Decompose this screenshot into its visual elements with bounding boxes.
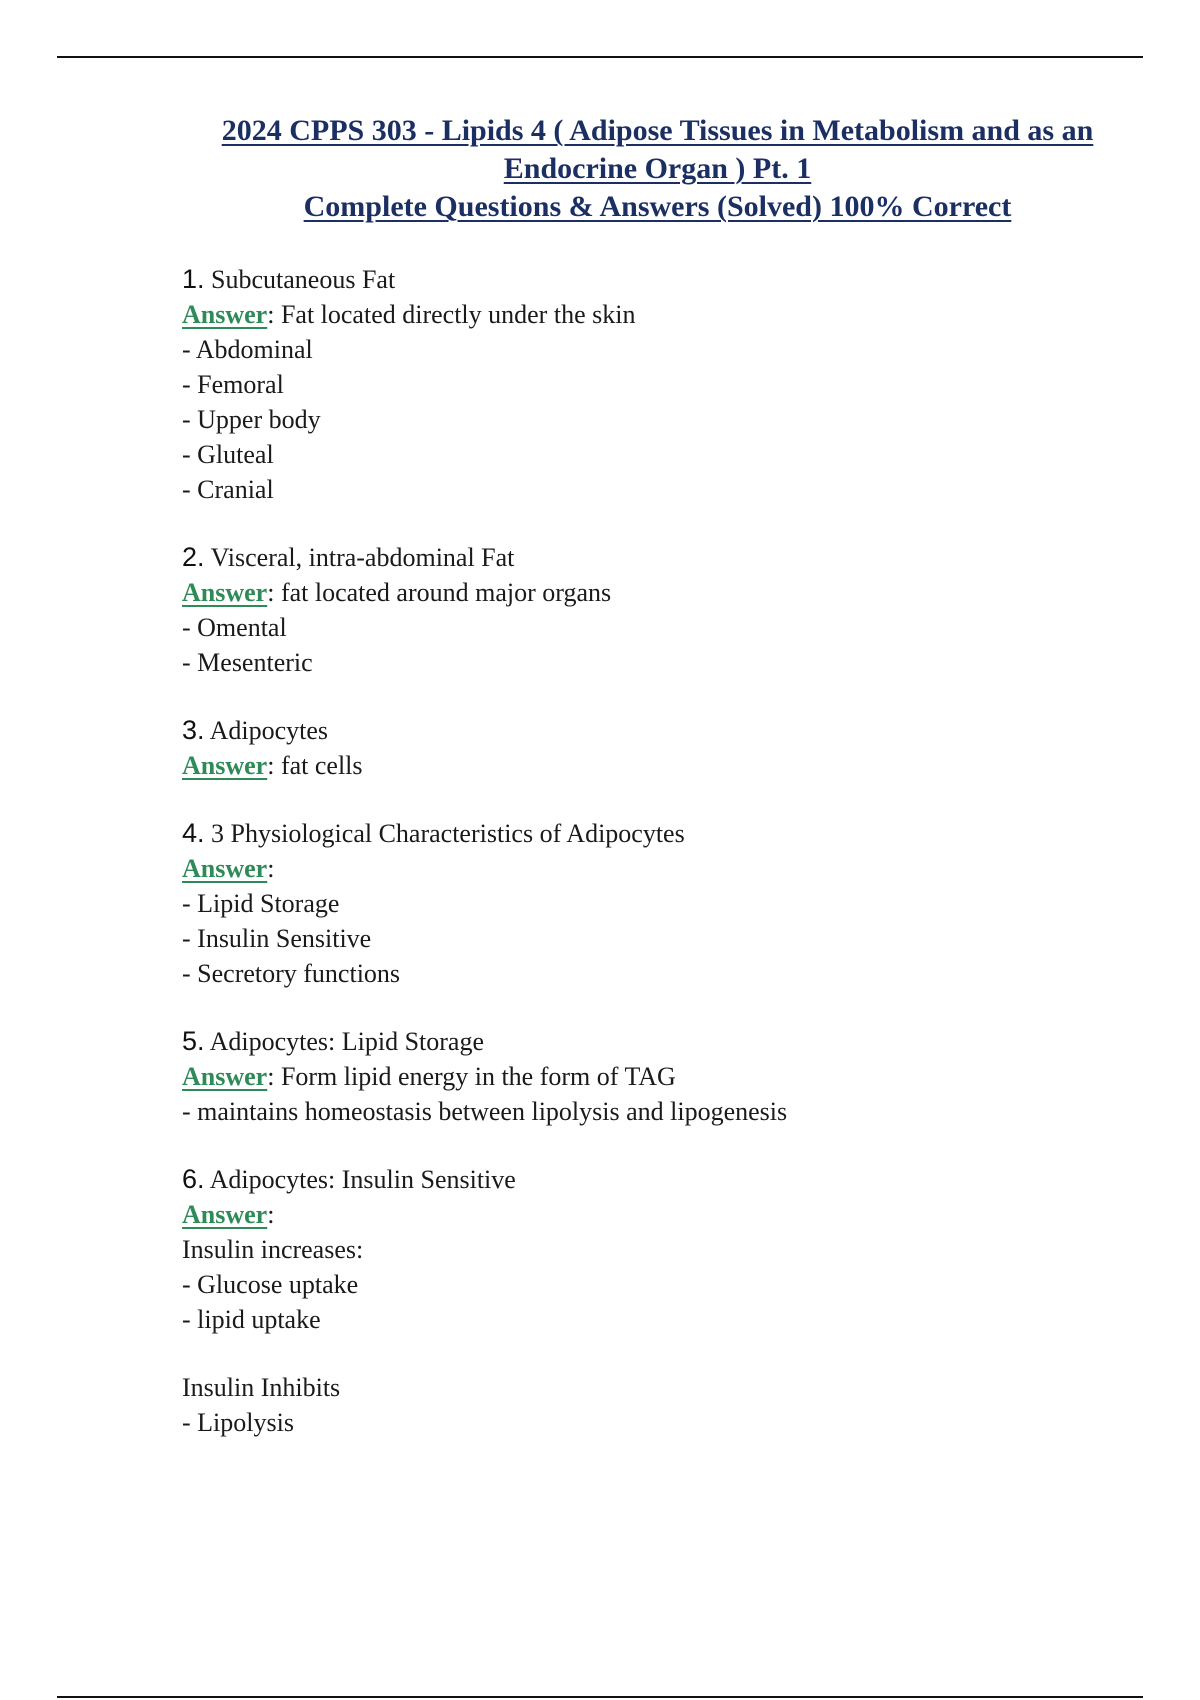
- question-text: Adipocytes: Lipid Storage: [209, 1027, 485, 1056]
- question-number: 4.: [182, 818, 205, 848]
- title-line: Endocrine Organ ) Pt. 1: [503, 152, 812, 185]
- answer-text: :: [267, 854, 275, 883]
- answer-detail: - Mesenteric: [182, 648, 313, 677]
- answer-line: [182, 851, 1132, 886]
- question-text: Adipocytes: Insulin Sensitive: [209, 1165, 516, 1194]
- answer-detail: - Lipid Storage: [182, 889, 340, 918]
- question-line: [182, 262, 1132, 297]
- answer-line: [182, 575, 1132, 610]
- question-text: Visceral, intra-abdominal Fat: [210, 543, 515, 572]
- answer-line: [182, 297, 1132, 332]
- qa-item: [182, 1162, 1132, 1440]
- qa-item: [182, 262, 1132, 507]
- question-text: Subcutaneous Fat: [211, 265, 396, 294]
- qa-list: [182, 262, 1132, 1473]
- title-line: Complete Questions & Answers (Solved) 100% Correct: [303, 190, 1012, 223]
- answer-detail: - maintains homeostasis between lipolysis and lipogenesis: [182, 1097, 788, 1126]
- title-line: 2024 CPPS 303 - Lipids 4 ( Adipose Tissues in Metabolism and as an: [221, 114, 1094, 147]
- answer-detail: - Lipolysis: [182, 1408, 294, 1437]
- answer-line: [182, 1197, 1132, 1232]
- answer-detail: - Omental: [182, 613, 287, 642]
- answer-detail: - Gluteal: [182, 440, 274, 469]
- answer-text: : fat cells: [267, 751, 363, 780]
- question-text: 3 Physiological Characteristics of Adipocytes: [211, 819, 685, 848]
- answer-text: : Fat located directly under the skin: [267, 300, 636, 329]
- answer-label: Answer: [182, 300, 268, 329]
- question-number: 6.: [182, 1164, 205, 1194]
- paragraph-gap: [182, 1337, 1132, 1370]
- document-title: [165, 112, 1150, 226]
- top-divider: [57, 56, 1143, 58]
- question-number: 3.: [182, 715, 205, 745]
- answer-label: Answer: [182, 1062, 268, 1091]
- qa-item: [182, 1024, 1132, 1129]
- question-number: 2.: [182, 542, 205, 572]
- answer-detail: Insulin increases:: [182, 1235, 364, 1264]
- question-text: Adipocytes: [209, 716, 329, 745]
- question-line: [182, 713, 1132, 748]
- answer-text: :: [267, 1200, 275, 1229]
- answer-label: Answer: [182, 1200, 268, 1229]
- answer-detail: Insulin Inhibits: [182, 1373, 341, 1402]
- qa-item: [182, 713, 1132, 783]
- answer-line: [182, 1059, 1132, 1094]
- answer-detail: - Abdominal: [182, 335, 313, 364]
- question-number: 1.: [182, 264, 205, 294]
- answer-text: : fat located around major organs: [267, 578, 612, 607]
- answer-detail: - Insulin Sensitive: [182, 924, 372, 953]
- question-line: [182, 540, 1132, 575]
- answer-detail: - Femoral: [182, 370, 284, 399]
- question-line: [182, 816, 1132, 851]
- answer-detail: - Cranial: [182, 475, 274, 504]
- answer-label: Answer: [182, 751, 268, 780]
- question-number: 5.: [182, 1026, 205, 1056]
- answer-detail: - Glucose uptake: [182, 1270, 359, 1299]
- answer-detail: - Upper body: [182, 405, 321, 434]
- answer-label: Answer: [182, 854, 268, 883]
- answer-text: : Form lipid energy in the form of TAG: [267, 1062, 676, 1091]
- answer-line: [182, 748, 1132, 783]
- question-line: [182, 1162, 1132, 1197]
- answer-label: Answer: [182, 578, 268, 607]
- qa-item: [182, 540, 1132, 680]
- answer-detail: - lipid uptake: [182, 1305, 321, 1334]
- qa-item: [182, 816, 1132, 991]
- bottom-divider: [57, 1696, 1143, 1698]
- answer-detail: - Secretory functions: [182, 959, 401, 988]
- question-line: [182, 1024, 1132, 1059]
